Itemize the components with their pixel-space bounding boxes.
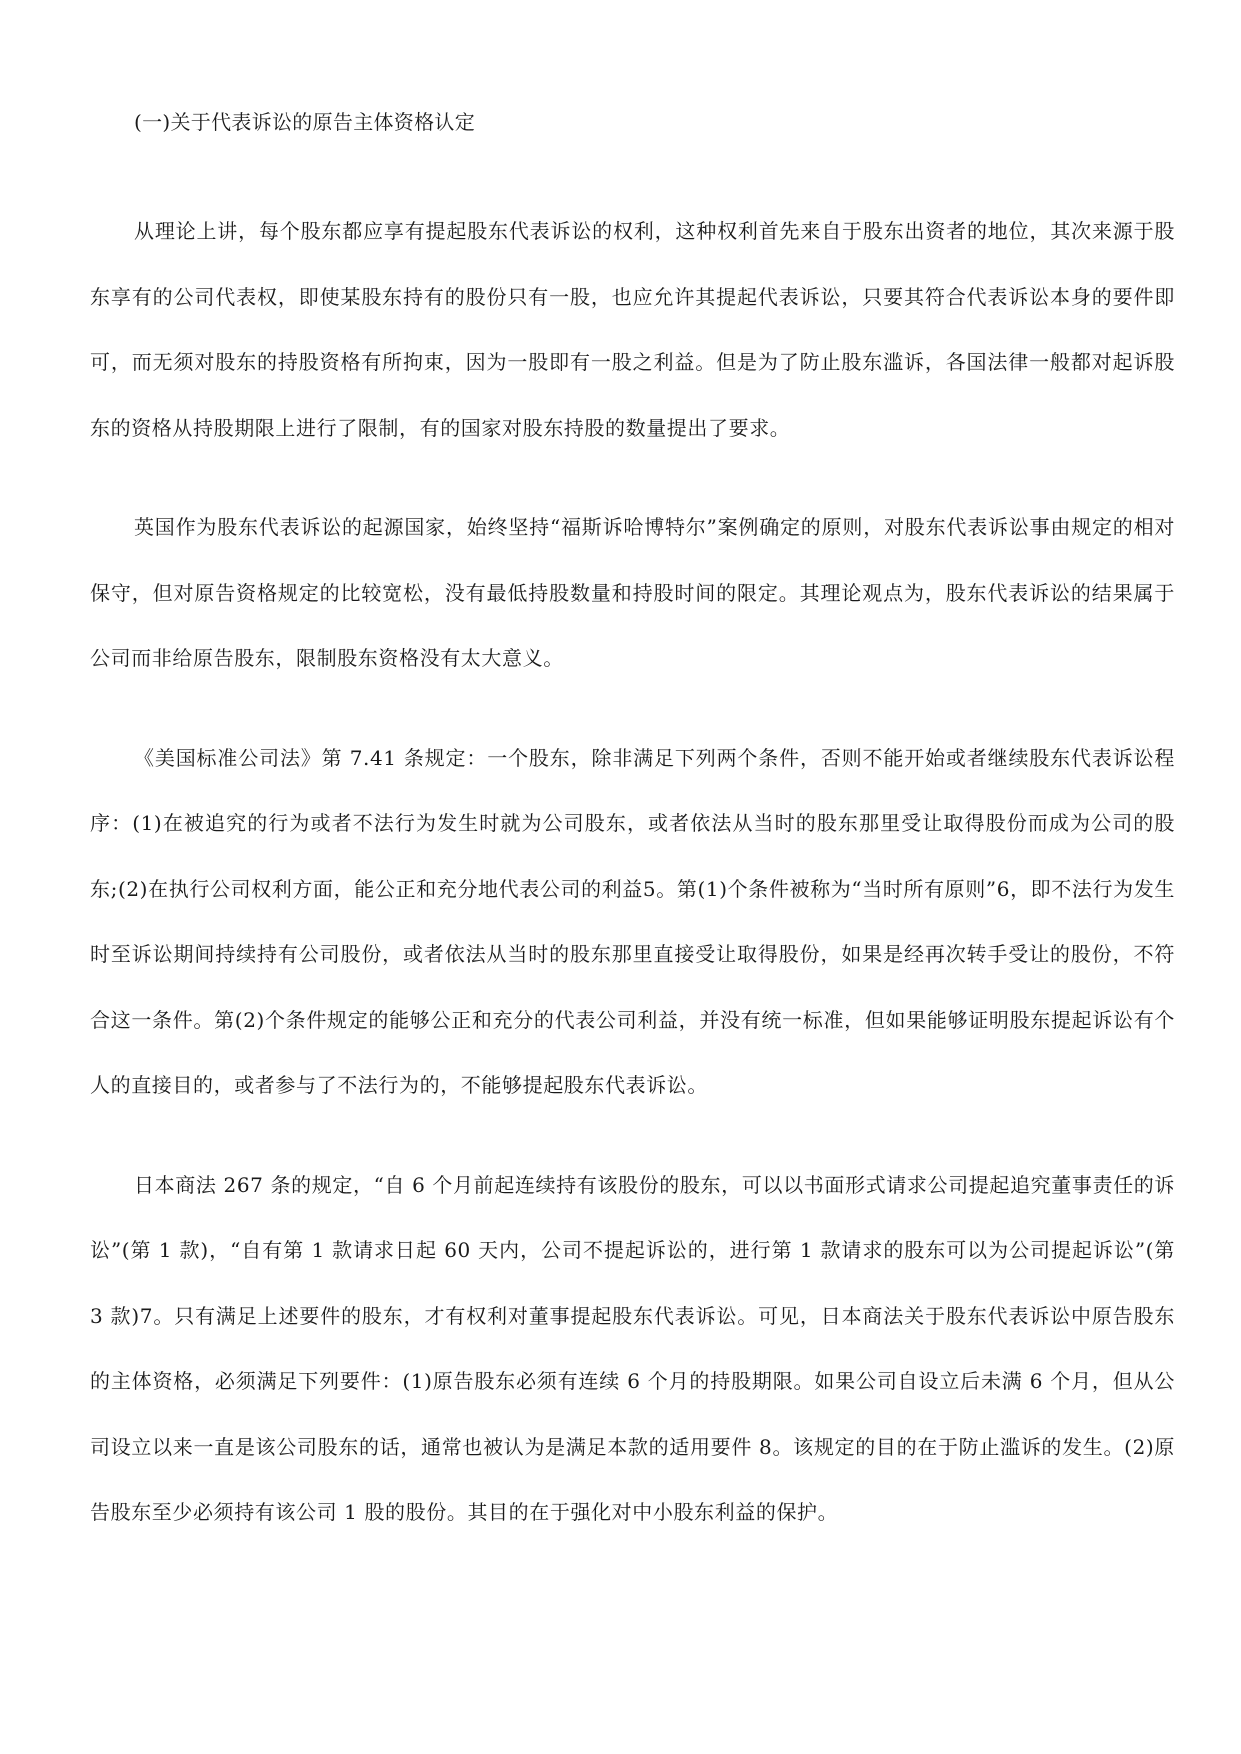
section-heading: (一)关于代表诉讼的原告主体资格认定 — [134, 110, 476, 134]
paragraph-theory: 从理论上讲，每个股东都应享有提起股东代表诉讼的权利，这种权利首先来自于股东出资者的地位，其次来源于股东享有的公司代表权，即使某股东持有的股份只有一股，也应允许其提起代表诉讼，只要其符合代表诉讼本身的要件即可，而无须对股东的持股资格有所拘束，因为一股即有一股之利益。但是为了防止股东滥诉，各国法律一般都对起诉股东的资格从持股期限上进行了限制，有的国家对股东持股的数量提出了要求。 — [90, 219, 1175, 440]
paragraph-uk: 英国作为股东代表诉讼的起源国家，始终坚持“福斯诉哈博特尔”案例确定的原则，对股东代表诉讼事由规定的相对保守，但对原告资格规定的比较宽松，没有最低持股数量和持股时间的限定。其理论观点为，股东代表诉讼的结果属于公司而非给原告股东，限制股东资格没有太大意义。 — [90, 515, 1175, 670]
paragraph-us: 《美国标准公司法》第 7.41 条规定：一个股东，除非满足下列两个条件，否则不能开始或者继续股东代表诉讼程序：(1)在被追究的行为或者不法行为发生时就为公司股东，或者依法从当时的股东那里受让取得股份而成为公司的股东;(2)在执行公司权利方面，能公正和充分地代表公司的利益5。第(1)个条件被称为“当时所有原则”6，即不法行为发生时至诉讼期间持续持有公司股份，或者依法从当时的股东那里直接受让取得股份，如果是经再次转手受让的股份，不符合这一条件。第(2)个条件规定的能够公正和充分的代表公司利益，并没有统一标准，但如果能够证明股东提起诉讼有个人的直接目的，或者参与了不法行为的，不能够提起股东代表诉讼。 — [90, 745, 1175, 1097]
document-body — [90, 100, 1175, 1580]
paragraph-japan: 日本商法 267 条的规定，“自 6 个月前起连续持有该股份的股东，可以以书面形式请求公司提起追究董事责任的诉讼”(第 1 款)，“自有第 1 款请求日起 60 天内，公司不提起诉讼的，进行第 1 款请求的股东可以为公司提起诉讼”(第 3 款)7。只有满足上述要件的股东，才有权利对董事提起股东代表诉讼。可见，日本商法关于股东代表诉讼中原告股东的主体资格，必须满足下列要件：(1)原告股东必须有连续 6 个月的持股期限。如果公司自设立后未满 6 个月，但从公司设立以来一直是该公司股东的话，通常也被认为是满足本款的适用要件 8。该规定的目的在于防止滥诉的发生。(2)原告股东至少必须持有该公司 1 股的股份。其目的在于强化对中小股东利益的保护。 — [90, 1172, 1175, 1524]
